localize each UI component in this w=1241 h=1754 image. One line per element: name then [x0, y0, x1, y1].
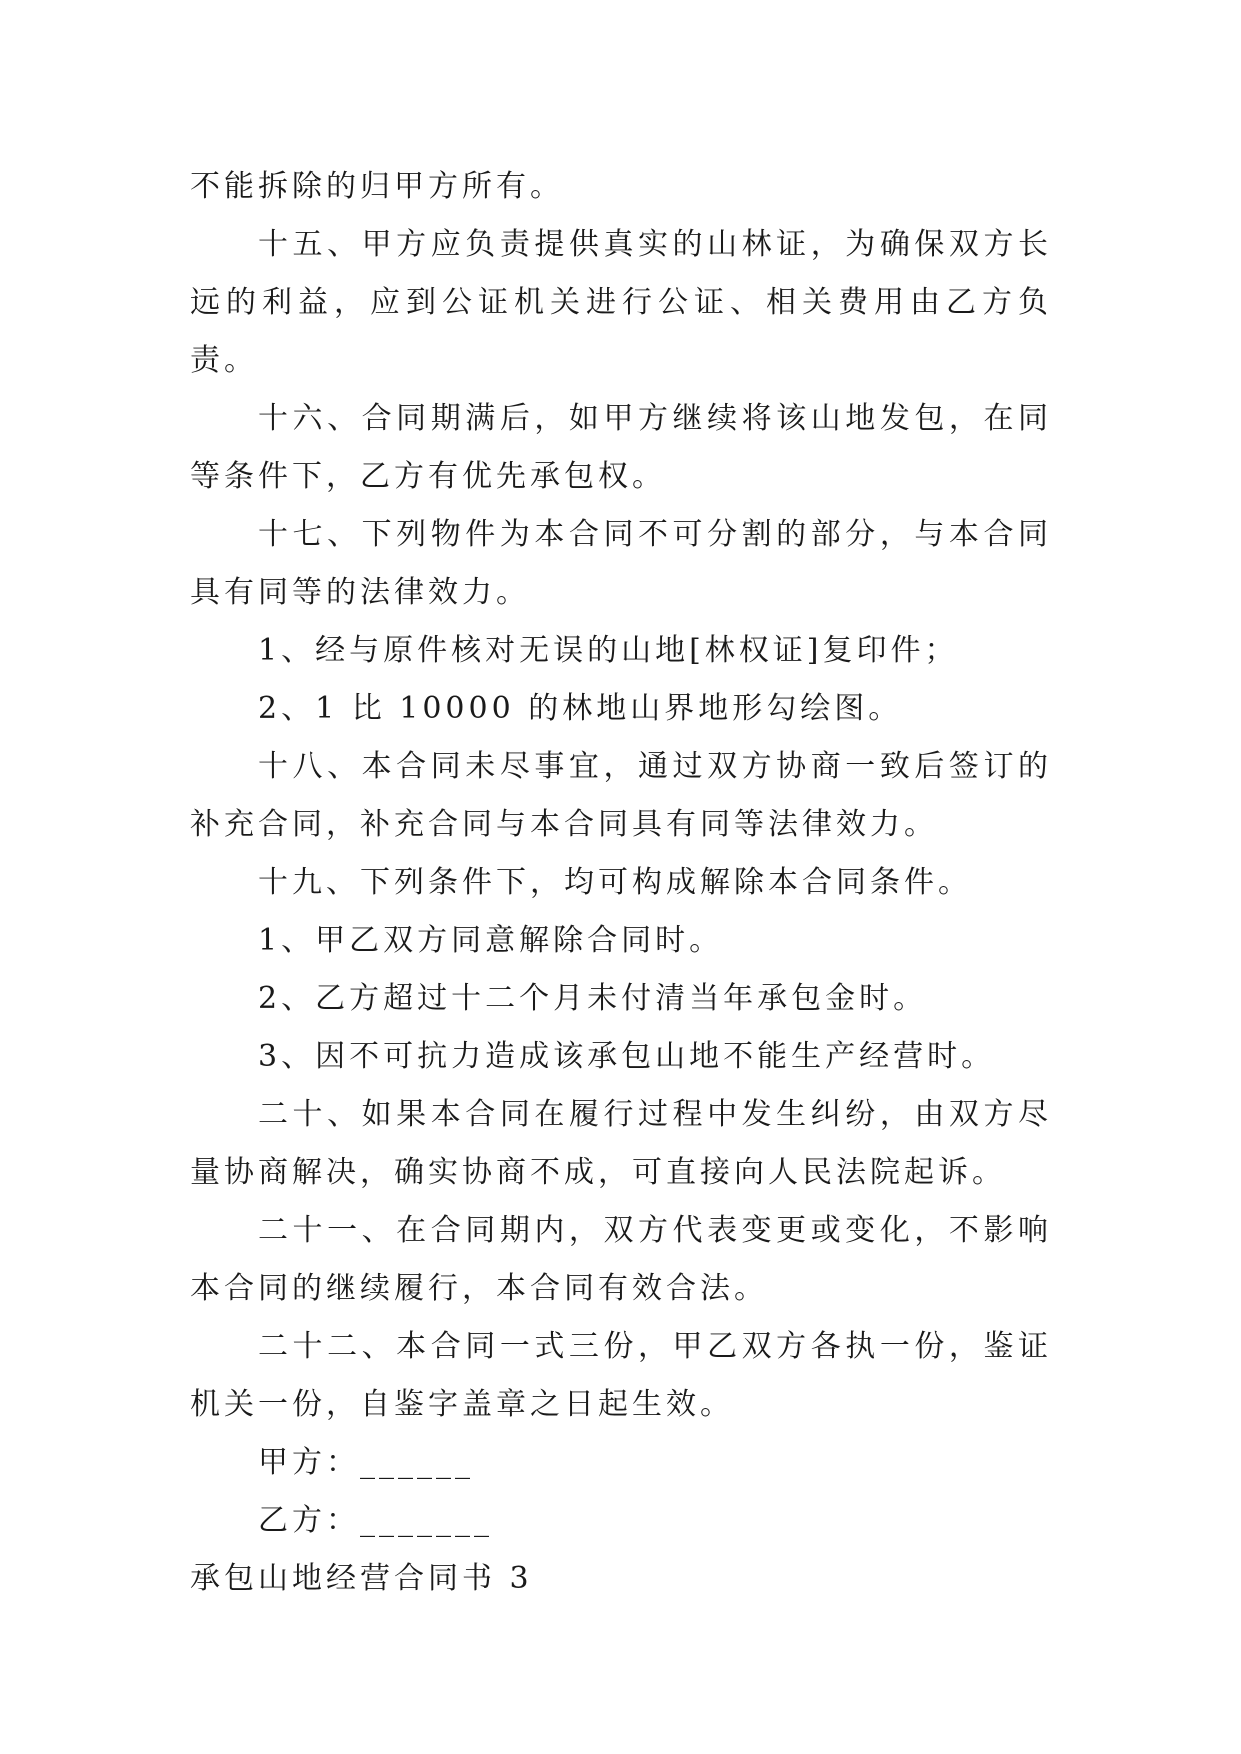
- clause-19-item-3: 3、因不可抗力造成该承包山地不能生产经营时。: [258, 1039, 996, 1074]
- clause-19-item-2: 2、乙方超过十二个月未付清当年承包金时。: [258, 981, 928, 1016]
- clause-16: 十六、合同期满后，如甲方继续将该山地发包，在同等条件下，乙方有优先承包权。: [190, 401, 1052, 494]
- party-b-signature-line: 乙方：_______: [258, 1503, 493, 1538]
- clause-17-item-2: 2、1 比 10000 的林地山界地形勾绘图。: [258, 691, 903, 726]
- clause-17: 十七、下列物件为本合同不可分割的部分，与本合同具有同等的法律效力。: [190, 517, 1052, 610]
- document-page: [190, 158, 1052, 1608]
- clause-20: 二十、如果本合同在履行过程中发生纠纷，由双方尽量协商解决，确实协商不成，可直接向人民法院起诉。: [190, 1097, 1052, 1190]
- clause-17-item-1: 1、经与原件核对无误的山地[林权证]复印件；: [258, 633, 959, 668]
- clause-22: 二十二、本合同一式三份，甲乙双方各执一份，鉴证机关一份，自鉴字盖章之日起生效。: [190, 1329, 1052, 1422]
- clause-19-item-1: 1、甲乙双方同意解除合同时。: [258, 923, 724, 958]
- party-a-signature-line: 甲方：______: [258, 1445, 474, 1480]
- next-contract-title: 承包山地经营合同书 3: [190, 1561, 533, 1596]
- clause-18: 十八、本合同未尽事宜，通过双方协商一致后签订的补充合同，补充合同与本合同具有同等法律效力。: [190, 749, 1052, 842]
- clause-21: 二十一、在合同期内，双方代表变更或变化，不影响本合同的继续履行，本合同有效合法。: [190, 1213, 1052, 1306]
- paragraph-continuation: 不能拆除的归甲方所有。: [190, 169, 564, 204]
- clause-19: 十九、下列条件下，均可构成解除本合同条件。: [258, 865, 972, 900]
- clause-15: 十五、甲方应负责提供真实的山林证，为确保双方长远的利益，应到公证机关进行公证、相关费用由乙方负责。: [190, 227, 1052, 378]
